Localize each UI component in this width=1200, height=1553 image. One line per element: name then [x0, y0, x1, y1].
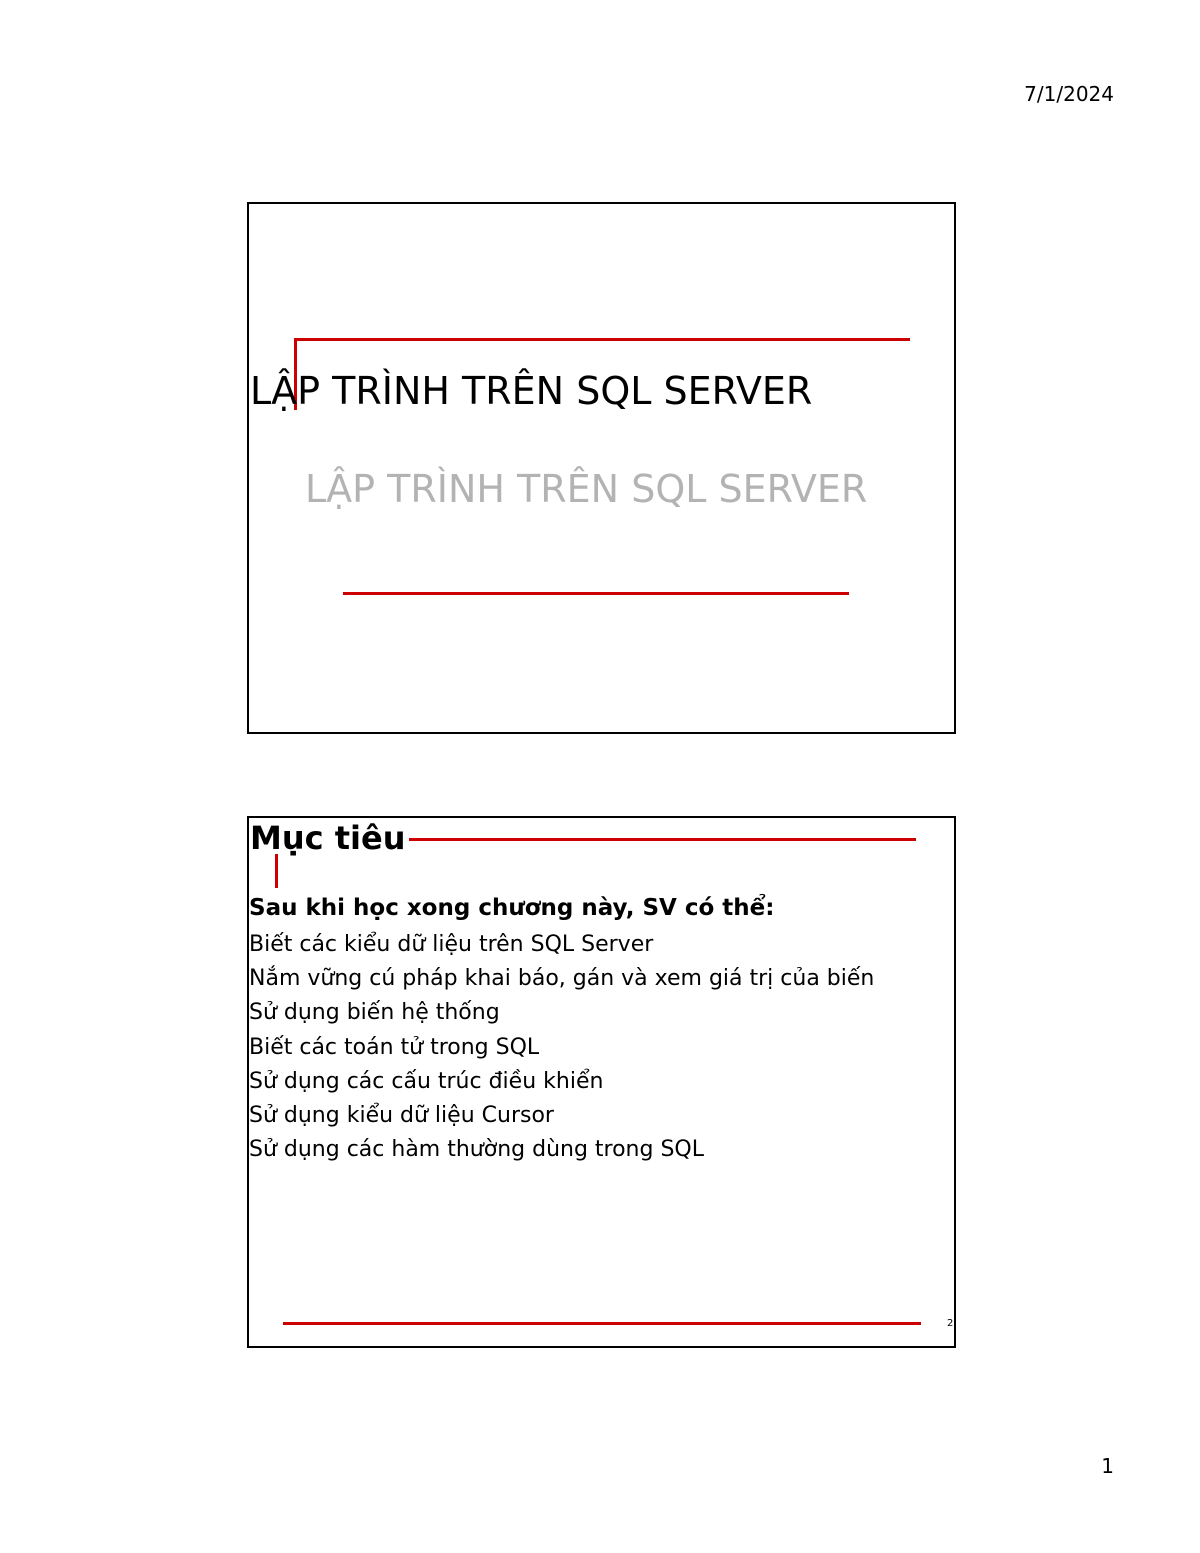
list-item: Biết các toán tử trong SQL	[249, 1034, 540, 1060]
list-item: Sử dụng các hàm thường dùng trong SQL	[249, 1137, 704, 1163]
accent-line-top	[409, 838, 916, 841]
list-item: Nắm vững cú pháp khai báo, gán và xem giá trị của biến	[249, 966, 875, 992]
slide-heading: Mục tiêu	[250, 819, 406, 857]
page-number: 1	[1101, 1454, 1114, 1478]
list-item: Biết các kiểu dữ liệu trên SQL Server	[249, 932, 654, 957]
accent-line-vertical	[275, 854, 278, 888]
objectives-list	[249, 928, 874, 1167]
list-item: Sử dụng kiểu dữ liệu Cursor	[249, 1103, 554, 1129]
slide-subtitle: LẬP TRÌNH TRÊN SQL SERVER	[305, 467, 868, 511]
accent-line-bottom	[343, 592, 849, 595]
slide-1-title	[247, 202, 956, 734]
accent-line-top	[294, 338, 910, 341]
slide-2-objectives	[247, 816, 956, 1348]
objectives-intro: Sau khi học xong chương này, SV có thể:	[249, 895, 775, 921]
page-date: 7/1/2024	[1024, 82, 1114, 106]
slide-title: LẬP TRÌNH TRÊN SQL SERVER	[250, 369, 813, 413]
list-item: Sử dụng các cấu trúc điều khiển	[249, 1068, 604, 1094]
slide-number: 2	[947, 1318, 954, 1329]
accent-line-bottom	[283, 1322, 921, 1325]
list-item: Sử dụng biến hệ thống	[249, 1000, 500, 1026]
